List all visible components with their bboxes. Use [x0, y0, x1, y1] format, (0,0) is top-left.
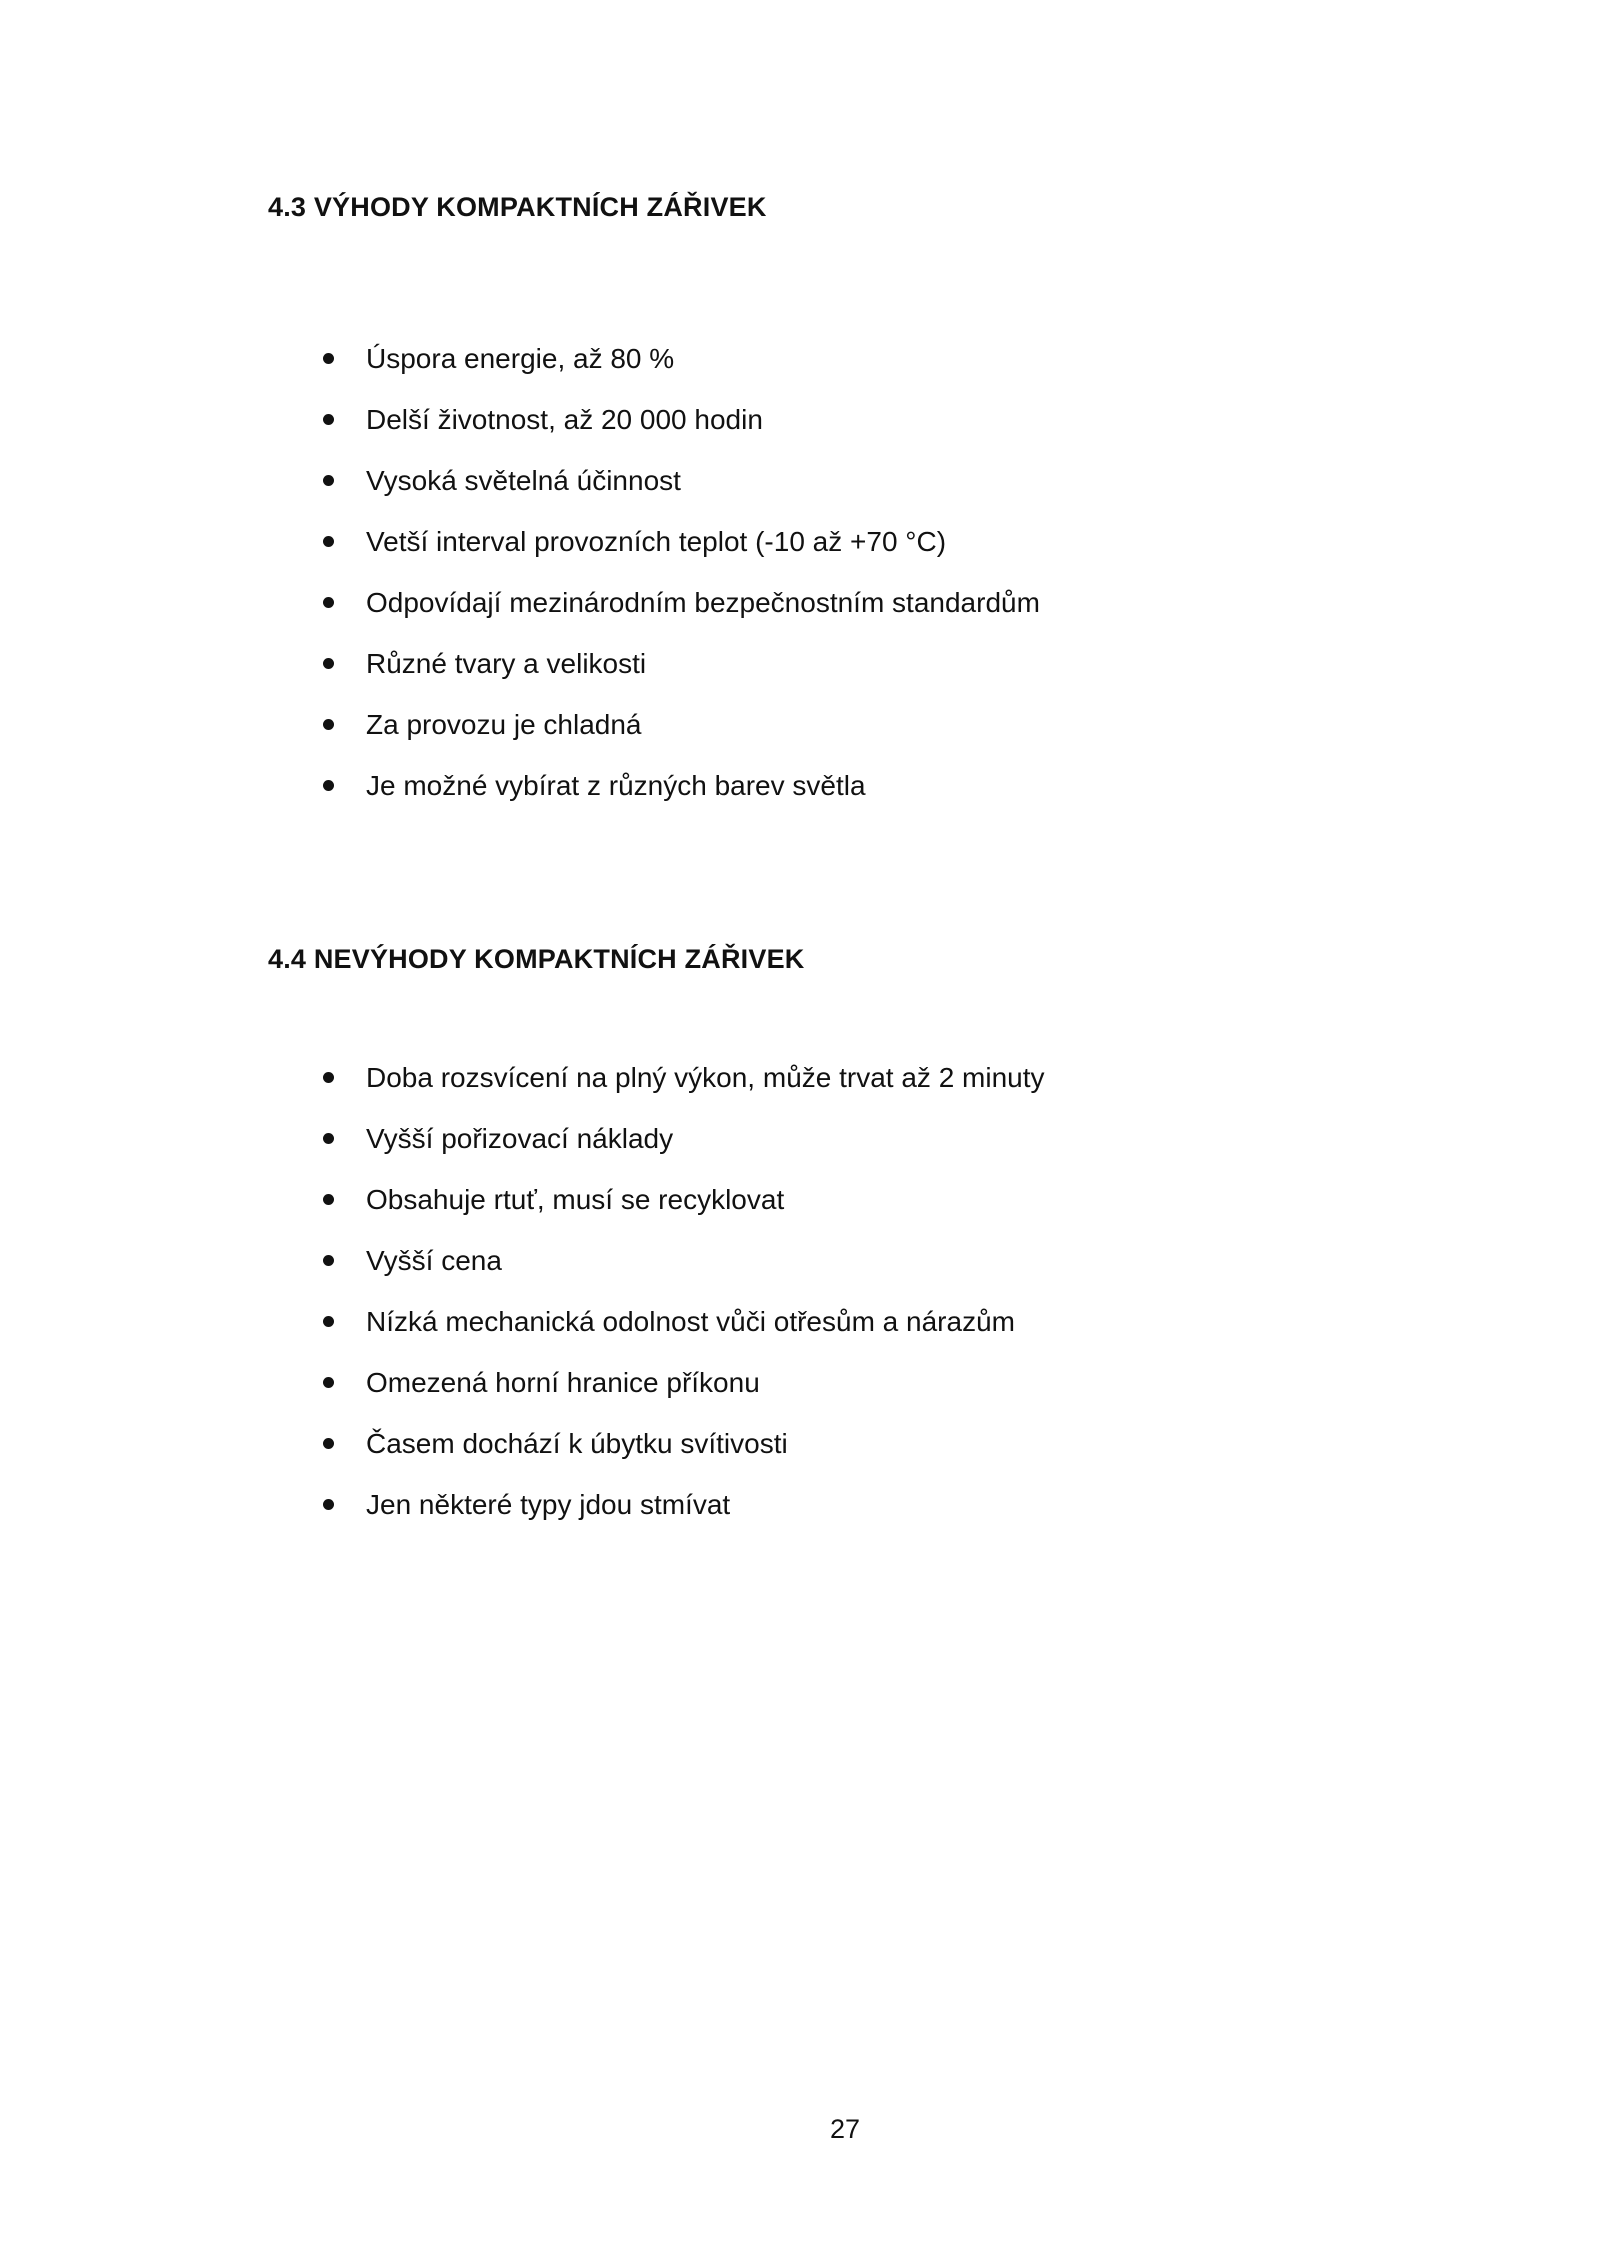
bullet-icon [323, 597, 334, 608]
list-item [318, 525, 1040, 586]
list-item-text: Obsahuje rtuť, musí se recyklovat [366, 1184, 785, 1215]
list-item-text: Odpovídají mezinárodním bezpečnostním standardům [366, 587, 1040, 618]
list-item-text: Vetší interval provozních teplot (-10 až +70 °C) [366, 526, 947, 557]
list-item [318, 1488, 1045, 1549]
list-item [318, 708, 1040, 769]
bullet-icon [323, 1438, 334, 1449]
bullet-icon [323, 1072, 334, 1083]
list-item [318, 342, 1040, 403]
list-item [318, 647, 1040, 708]
list-item-text: Delší životnost, až 20 000 hodin [366, 404, 763, 435]
list-item-text: Za provozu je chladná [366, 709, 642, 740]
list-item [318, 1183, 1045, 1244]
list-item [318, 769, 1040, 830]
bullet-icon [323, 780, 334, 791]
disadvantages-list [318, 1061, 1045, 1549]
list-item [318, 1305, 1045, 1366]
list-item-text: Nízká mechanická odolnost vůči otřesům a nárazům [366, 1306, 1015, 1337]
list-item [318, 464, 1040, 525]
bullet-icon [323, 658, 334, 669]
list-item [318, 1244, 1045, 1305]
page-number: 27 [829, 2114, 861, 2144]
list-item-text: Různé tvary a velikosti [366, 648, 647, 679]
list-item-text: Časem dochází k úbytku svítivosti [366, 1428, 788, 1459]
bullet-icon [323, 1316, 334, 1327]
list-item-text: Úspora energie, až 80 % [366, 343, 675, 374]
bullet-icon [323, 536, 334, 547]
list-item [318, 586, 1040, 647]
list-item [318, 1122, 1045, 1183]
list-item-text: Vysoká světelná účinnost [366, 465, 681, 496]
bullet-icon [323, 1133, 334, 1144]
bullet-icon [323, 719, 334, 730]
list-item-text: Omezená horní hranice příkonu [366, 1367, 760, 1398]
bullet-icon [323, 414, 334, 425]
bullet-icon [323, 1194, 334, 1205]
bullet-icon [323, 1499, 334, 1510]
list-item-text: Doba rozsvícení na plný výkon, může trvat až 2 minuty [366, 1062, 1045, 1093]
list-item [318, 1427, 1045, 1488]
list-item [318, 1061, 1045, 1122]
bullet-icon [323, 353, 334, 364]
list-item-text: Je možné vybírat z různých barev světla [366, 770, 866, 801]
list-item [318, 1366, 1045, 1427]
bullet-icon [323, 1255, 334, 1266]
list-item-text: Jen některé typy jdou stmívat [366, 1489, 731, 1520]
bullet-icon [323, 1377, 334, 1388]
list-item-text: Vyšší pořizovací náklady [366, 1123, 674, 1154]
bullet-icon [323, 475, 334, 486]
list-item [318, 403, 1040, 464]
section-heading-disadvantages: 4.4 NEVÝHODY KOMPAKTNÍCH ZÁŘIVEK [268, 944, 805, 974]
advantages-list [318, 342, 1040, 830]
list-item-text: Vyšší cena [366, 1245, 502, 1276]
section-heading-advantages: 4.3 VÝHODY KOMPAKTNÍCH ZÁŘIVEK [268, 192, 767, 222]
